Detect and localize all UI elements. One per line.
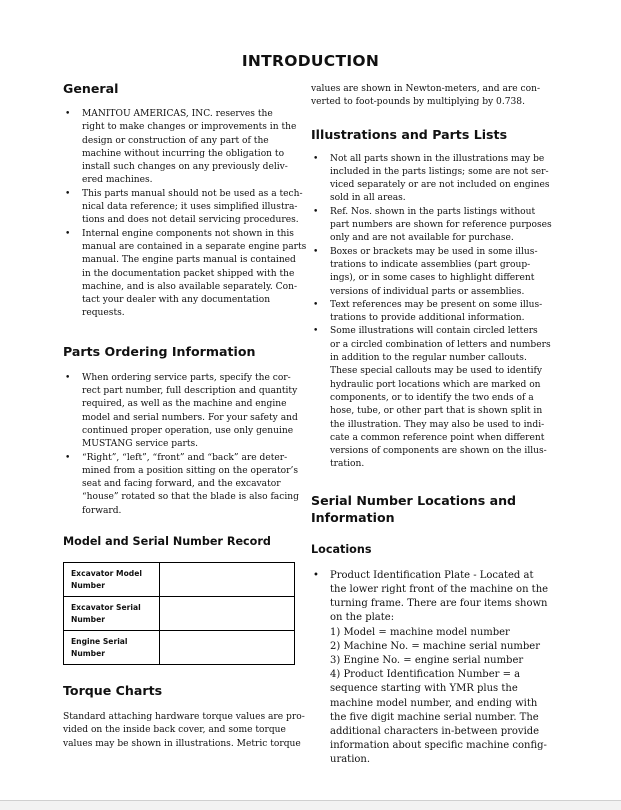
table-row	[64, 631, 295, 665]
right-column	[311, 83, 552, 768]
illustrations-list	[311, 153, 552, 472]
torque-charts-heading: Torque Charts	[63, 683, 163, 699]
record-heading: Model and Serial Number Record	[63, 535, 271, 549]
table-row	[64, 563, 295, 597]
locations-subheading: Locations	[311, 542, 372, 556]
torque-charts-text: Standard attaching hardware torque values are pro- vided on the inside back cover, and some torque values may be shown in illustrations. Metric torque	[63, 712, 305, 749]
record-label-excavator-model: Excavator Model Number	[64, 563, 160, 597]
list-item: • “Right”, “left”, “front” and “back” are deter- mined from a position sitting on the operator’s seat and facing forward, and the excavator “house” rotated so that the blade is also facing forward.	[63, 452, 295, 518]
record-label-excavator-serial: Excavator Serial Number	[64, 597, 160, 631]
serial-number-record-table	[63, 562, 295, 665]
locations-list	[311, 569, 549, 768]
illustrations-heading: Illustrations and Parts Lists	[311, 126, 508, 142]
serial-locations-heading: Serial Number Locations and Information	[311, 492, 517, 525]
list-item: • Internal engine components not shown in this manual are contained in a separate engine parts manual. The engine parts manual is contained in the documentation packet shipped with the machine, and is also available separately. Con- tact your dealer with any documentation requests.	[63, 228, 295, 321]
general-list	[63, 108, 307, 321]
page-title: INTRODUCTION	[241, 52, 380, 70]
list-item: • Not all parts shown in the illustrations may be included in the parts listings; some are not ser- viced separately or are not included on engines sold in all areas.	[311, 153, 543, 206]
record-value-cell	[160, 631, 295, 665]
list-item: • Product Identification Plate - Located at the lower right front of the machine on the turning frame. There are four items shown on the plate: 1) Model = machine model number 2) Machine No. = machine serial number 3) Engine No. = engine serial number 4) Product Identification Number = a sequence starting with YMR plus the machine model number, and ending with the five digit machine serial number. The additional characters in-between provide information about specific machine config- uration.	[311, 569, 543, 768]
list-item: • Some illustrations will contain circled letters or a circled combination of letters and numbers in addition to the regular number callouts. These special callouts may be used to identify hydraulic port locations which are marked on components, or to identify the two ends of a hose, tube, or other part that is shown split in the illustration. They may also be used to indi- cate a common reference point when different versions of components are shown on the illus- tration.	[311, 325, 543, 471]
list-item: • When ordering service parts, specify the cor- rect part number, full description and quantity required, as well as the machine and engine model and serial numbers. For your safety and continued proper operation, use only genuine MUSTANG service parts.	[63, 372, 295, 452]
record-value-cell	[160, 563, 295, 597]
table-row	[64, 597, 295, 631]
parts-ordering-heading: Parts Ordering Information	[63, 343, 256, 359]
list-item: • MANITOU AMERICAS, INC. reserves the right to make changes or improvements in the design or construction of any part of the machine without incurring the obligation to install such changes on any previously deliv- ered machines.	[63, 108, 295, 188]
list-item: • Boxes or brackets may be used in some illus- trations to indicate assemblies (part group- ings), or in some cases to highlight different versions of individual parts or assemblies.	[311, 246, 543, 299]
list-item: • This parts manual should not be used as a tech- nical data reference; it uses simplified illustra- tions and does not detail servicing procedures.	[63, 188, 295, 228]
general-heading: General	[63, 81, 119, 96]
left-column	[63, 81, 307, 751]
list-item: • Ref. Nos. shown in the parts listings without part numbers are shown for reference purposes only and are not available for purchase.	[311, 206, 543, 246]
parts-ordering-list	[63, 372, 299, 518]
list-item: • Text references may be present on some illus- trations to provide additional information.	[311, 299, 543, 326]
torque-charts-continued-text: values are shown in Newton-meters, and are con- verted to foot-pounds by multiplying by 0.738.	[311, 84, 541, 108]
record-label-engine-serial: Engine Serial Number	[64, 631, 160, 665]
record-value-cell	[160, 597, 295, 631]
